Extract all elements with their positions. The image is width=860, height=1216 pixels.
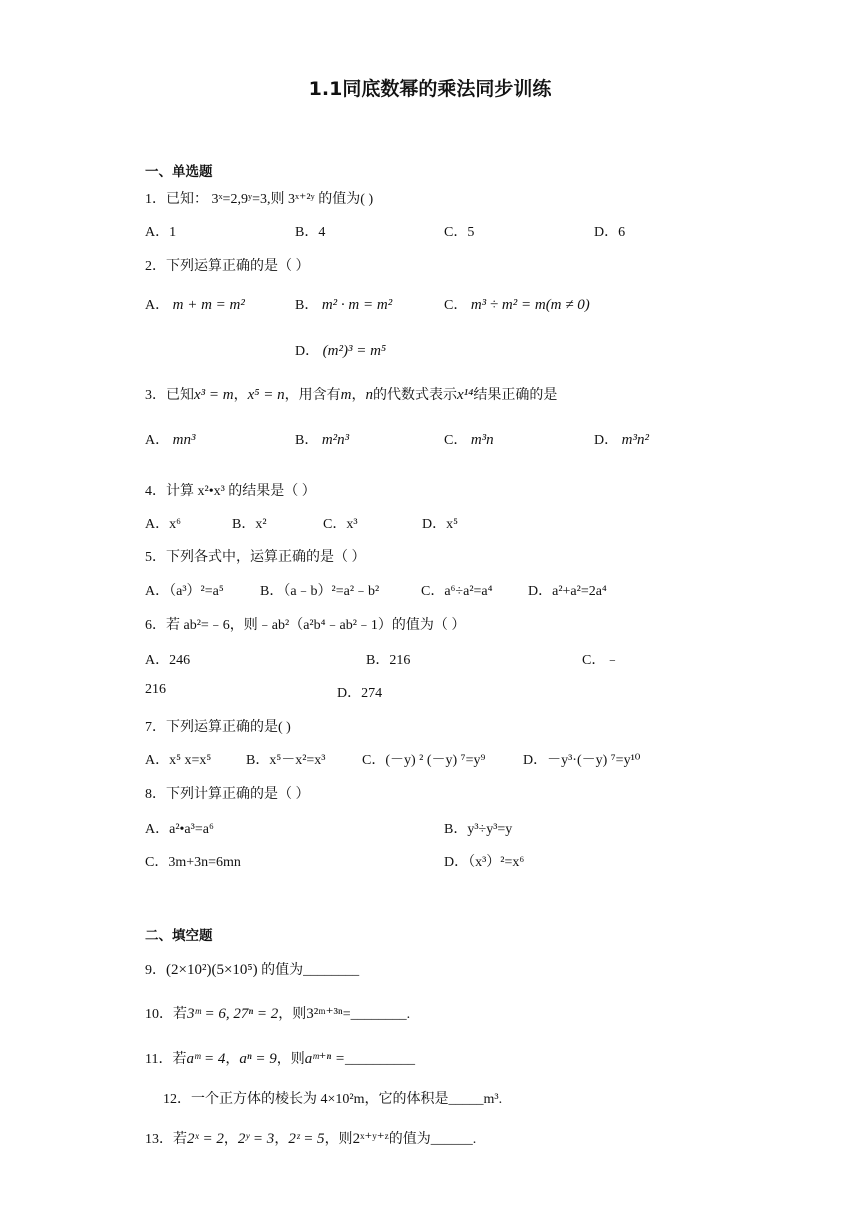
question-7-option-c: C．(－y) ² (－y) ⁷=y⁹ — [362, 753, 486, 768]
math-expression: 3ᵐ = 6, 27ⁿ = 2 — [187, 1006, 279, 1022]
option-label: A． — [145, 433, 170, 448]
math-expression: x³ = m — [194, 387, 234, 403]
answer-blank: __________ — [345, 1052, 416, 1067]
math-variable: n — [365, 387, 373, 403]
question-6-option-b: B．216 — [366, 653, 411, 668]
question-5-option-a: A．（a³）²=a⁵ — [145, 584, 224, 599]
question-2-option-c — [444, 294, 590, 314]
question-5-option-b: B．（a﹣b）²=a²﹣b² — [260, 584, 380, 599]
question-11 — [145, 1048, 415, 1068]
question-6-option-d: D．274 — [337, 686, 383, 701]
answer-blank: 的值为______. — [388, 1132, 477, 1147]
question-1-option-a: A．1 — [145, 225, 177, 240]
math-expression: m + m = m² — [172, 297, 245, 313]
question-5-option-c: C．a⁶÷a²=a⁴ — [421, 584, 493, 599]
question-4-stem: 4．计算 x²•x³ 的结果是（ ） — [145, 484, 316, 499]
math-expression: (m²)³ = m⁵ — [322, 343, 387, 359]
question-5-stem: 5．下列各式中，运算正确的是（ ） — [145, 550, 366, 565]
math-expression: 2ˣ = 2 — [187, 1131, 224, 1147]
stem-text: ，用含有 — [284, 388, 341, 403]
question-7-option-b: B．x⁵－x²=x³ — [246, 753, 326, 768]
option-label: A． — [145, 298, 170, 313]
math-expression: m³n — [470, 432, 494, 448]
question-3-option-a — [145, 429, 195, 449]
question-6-option-c: C．﹣ — [582, 653, 620, 668]
section-heading-single-choice: 一、单选题 — [145, 164, 213, 180]
question-7-option-d: D．－y³·(－y) ⁷=y¹⁰ — [523, 753, 641, 768]
page-title: 1.1同底数幂的乘法同步训练 — [308, 78, 552, 100]
question-number: 10．若 — [145, 1007, 187, 1022]
option-label: B． — [295, 433, 319, 448]
option-label: B． — [295, 298, 319, 313]
answer-blank: =________. — [342, 1007, 411, 1022]
question-1-stem: 1．已知： 3ˣ=2,9ʸ=3,则 3ˣ⁺²ʸ 的值为( ) — [145, 192, 374, 207]
question-5-option-d: D．a²+a²=2a⁴ — [528, 584, 607, 599]
question-13 — [145, 1128, 476, 1148]
question-2-option-a — [145, 294, 245, 314]
question-3-option-c — [444, 429, 494, 449]
question-7-stem: 7．下列运算正确的是( ) — [145, 720, 291, 735]
question-6-option-c-continued: 216 — [145, 682, 166, 697]
question-8-option-b: B．y³÷y³=y — [444, 822, 513, 837]
math-expression: m² · m = m² — [321, 297, 393, 313]
math-variable: m — [340, 387, 352, 403]
question-number: 11．若 — [145, 1052, 187, 1067]
math-expression: m³ ÷ m² = m(m ≠ 0) — [470, 297, 590, 313]
option-label: C． — [444, 433, 468, 448]
question-2-option-b — [295, 294, 392, 314]
question-9 — [145, 959, 359, 979]
stem-text: ，则 — [278, 1007, 307, 1022]
question-8-option-d: D．（x³）²=x⁶ — [444, 855, 525, 870]
question-3-stem — [145, 384, 557, 404]
math-expression: mn³ — [172, 432, 196, 448]
question-12: 12．一个正方体的棱长为 4×10²m，它的体积是_____m³. — [163, 1092, 503, 1107]
question-1-option-c: C．5 — [444, 225, 475, 240]
stem-text: ， — [351, 388, 366, 403]
math-expression: x⁵ = n — [247, 387, 285, 403]
option-label: D． — [594, 433, 619, 448]
question-number: 13．若 — [145, 1132, 187, 1147]
question-8-option-a: A．a²•a³=a⁶ — [145, 822, 214, 837]
math-expression: (2×10²)(5×10⁵) — [166, 962, 258, 978]
question-4-option-d: D．x⁵ — [422, 517, 458, 532]
question-3-option-d — [594, 429, 649, 449]
question-1-option-b: B．4 — [295, 225, 326, 240]
stem-text: ，则 — [276, 1052, 305, 1067]
question-8-stem: 8．下列计算正确的是（ ） — [145, 787, 310, 802]
option-label: D． — [295, 344, 320, 359]
stem-text: ，则 — [324, 1132, 353, 1147]
math-expression: aᵐ⁺ⁿ = — [304, 1051, 346, 1067]
section-heading-fill-in: 二、填空题 — [145, 928, 213, 944]
question-4-option-b: B．x² — [232, 517, 267, 532]
math-expression: 2ʸ = 3 — [237, 1131, 275, 1147]
question-7-option-a: A．x⁵ x=x⁵ — [145, 753, 212, 768]
math-expression: 2ˣ⁺ʸ⁺ᶻ — [352, 1131, 389, 1147]
math-expression: m³n² — [621, 432, 649, 448]
option-label: C． — [444, 298, 468, 313]
question-6-stem: 6．若 ab²=﹣6，则﹣ab²（a²b⁴﹣ab²﹣1）的值为（ ） — [145, 618, 466, 633]
question-6-option-a: A．246 — [145, 653, 191, 668]
question-3-option-b — [295, 429, 349, 449]
stem-text: ， — [225, 1052, 240, 1067]
question-10 — [145, 1003, 410, 1023]
stem-text: ， — [223, 1132, 238, 1147]
math-expression: x¹⁴ — [456, 387, 474, 403]
stem-text: 结果正确的是 — [473, 388, 558, 403]
math-expression: m²n³ — [321, 432, 350, 448]
question-1-option-d: D．6 — [594, 225, 626, 240]
stem-text: ， — [274, 1132, 289, 1147]
math-expression: 2ᶻ = 5 — [288, 1131, 325, 1147]
math-expression: aⁿ = 9 — [239, 1051, 277, 1067]
question-8-option-c: C．3m+3n=6mn — [145, 855, 241, 870]
stem-text: 的值为________ — [257, 963, 360, 978]
stem-text: ， — [233, 388, 248, 403]
math-expression: 3²ᵐ⁺³ⁿ — [306, 1006, 343, 1022]
question-2-option-d — [295, 340, 386, 360]
math-expression: aᵐ = 4 — [186, 1051, 226, 1067]
question-4-option-a: A．x⁶ — [145, 517, 181, 532]
question-number: 9． — [145, 963, 166, 978]
question-4-option-c: C．x³ — [323, 517, 358, 532]
stem-text: 的代数式表示 — [372, 388, 457, 403]
question-2-stem: 2．下列运算正确的是（ ） — [145, 259, 310, 274]
stem-text: 3．已知 — [145, 388, 194, 403]
